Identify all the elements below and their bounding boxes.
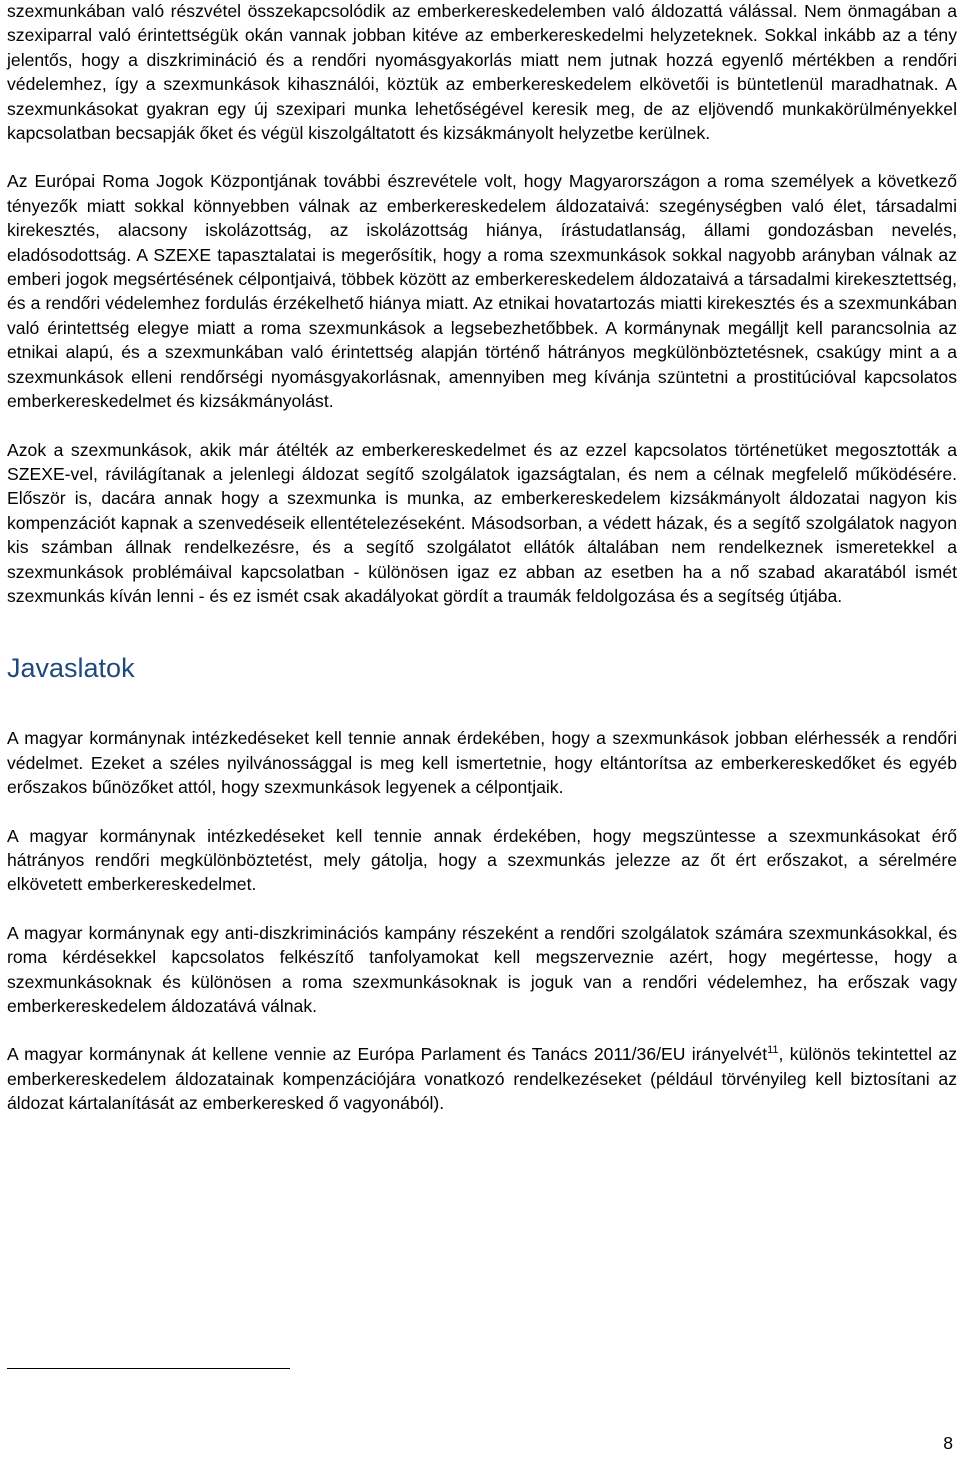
page-number: 8 (943, 1433, 953, 1453)
document-page (7, 0, 957, 1116)
recommendation-paragraph-1: A magyar kormánynak intézkedéseket kell tennie annak érdekében, hogy a szexmunkások jobban elérhessék a rendőri védelmet. Ezeket a széles nyilvánossággal is meg kell ismertetnie, hogy eltántorítsa az emberkereskedőket és egyéb erőszakos bűnözőket attól, hogy szexmunkások legyenek a célpontjaik. (7, 728, 957, 798)
footnote-separator (7, 1368, 290, 1369)
paragraph-text-after-footnote: , különös tekintettel az emberkereskedelem áldozatainak kompenzációjára vonatkozó rendelkezéseket (például törvényileg kell biztosítani az áldozat kártalanítását az emberkeresked ő vagyonából). (7, 1044, 957, 1114)
recommendation-paragraph-2: A magyar kormánynak intézkedéseket kell tennie annak érdekében, hogy megszüntesse a szexmunkásokat érő hátrányos rendőri megkülönböztetést, mely gátolja, hogy a szexmunkás jelezze az őt ért erőszakot, a sérelmére elkövetett emberkereskedelmet. (7, 825, 957, 895)
footnote-reference[interactable]: 11 (767, 1044, 779, 1057)
recommendation-paragraph-3: A magyar kormánynak egy anti-diszkriminációs kampány részeként a rendőri szolgálatok számára szexmunkásokkal, és roma kérdésekkel kapcsolatos felkészítő tanfolyamokat kell megszerveznie azért, hogy megértesse, hogy a szexmunkásoknak és különösen a roma szexmunkásoknak is joguk van a rendőri védelemhez, ha erőszak vagy emberkereskedelem áldozatává válnak. (7, 922, 957, 1016)
section-heading: Javaslatok (7, 653, 135, 684)
paragraph-text-before-footnote: A magyar kormánynak át kellene vennie az Európa Parlament és Tanács 2011/36/EU irányelvét (7, 1044, 768, 1065)
body-paragraph-2: Az Európai Roma Jogok Központjának további észrevétele volt, hogy Magyarországon a roma személyek a következő tényezők miatt sokkal könnyebben válnak az emberkereskedelem áldozataivá: szegénységben való élet, társadalmi kirekesztés, alacsony iskolázottság, az iskolázottság hiánya, írástudatlanság, állami gondozásban nevelés, eladósodottság. A SZEXE tapasztalatai is megerősítik, hogy a roma szexmunkások sokkal nagyobb arányban válnak az emberi jogok megsértésének célpontjaivá, többek között az emberkereskedelem áldozataivá a társadalmi kirekesztettség, és a rendőri védelemhez fordulás érzékelhető hiánya miatt. Az etnikai hovatartozás miatti kirekesztés és a szexmunkában való érintettség elegye miatt a roma szexmunkások a legsebezhetőbbek. A kormánynak megálljt kell parancsolnia az etnikai alapú, és a szexmunkában való érintettség alapján történő hátrányos megkülönböztetésnek, csakúgy mint a a szexmunkások elleni rendőrségi nyomásgyakorlásnak, amennyiben meg kívánja szüntetni a prostitúcióval kapcsolatos emberkereskedelmet és kizsákmányolást. (7, 171, 957, 412)
body-paragraph-3: Azok a szexmunkások, akik már átélték az emberkereskedelmet és az ezzel kapcsolatos történetüket megosztották a SZEXE-vel, rávilágítanak a jelenlegi áldozat segítő szolgálatok igazságtalan, és nem a célnak megfelelő működésére. Először is, dacára annak hogy a szexmunka is munka, az emberkereskedelem kizsákmányolt áldozatai nagyon kis kompenzációt kapnak a szenvedéseik ellentételezéseként. Másodsorban, a védett házak, és a segítő szolgálatok nagyon kis számban állnak rendelkezésre, és a segítő szolgálatot ellátók általában nem rendelkeznek ismeretekkel a szexmunkások problémáival kapcsolatban - különösen igaz ez abban az esetben ha a nő szabad akaratából ismét szexmunkás kíván lenni - és ez ismét csak akadályokat gördít a traumák feldolgozása és a segítség útjába. (7, 439, 957, 606)
recommendation-paragraph-4 (7, 1042, 957, 1115)
body-paragraph-1: szexmunkában való részvétel összekapcsolódik az emberkereskedelemben való áldozattá válással. Nem önmagában a szexiparral való érintettségük okán vannak jobban kitéve az emberkereskedelmi helyzeteknek. Sokkal inkább az a tény jelentős, hogy a diszkrimináció és a rendőri nyomásgyakorlás miatt nem jutnak hozzá egyenlő mértékben a rendőri védelemhez, így a szexmunkások kihasználói, köztük az emberkereskedelem elkövetői is büntetlenül maradhatnak. A szexmunkásokat gyakran egy új szexipari munka lehetőségével keresik meg, de az eljövendő munkakörülményekkel kapcsolatban becsapják őket és végül kiszolgáltatott és kizsákmányolt helyzetbe kerülnek. (7, 1, 957, 144)
